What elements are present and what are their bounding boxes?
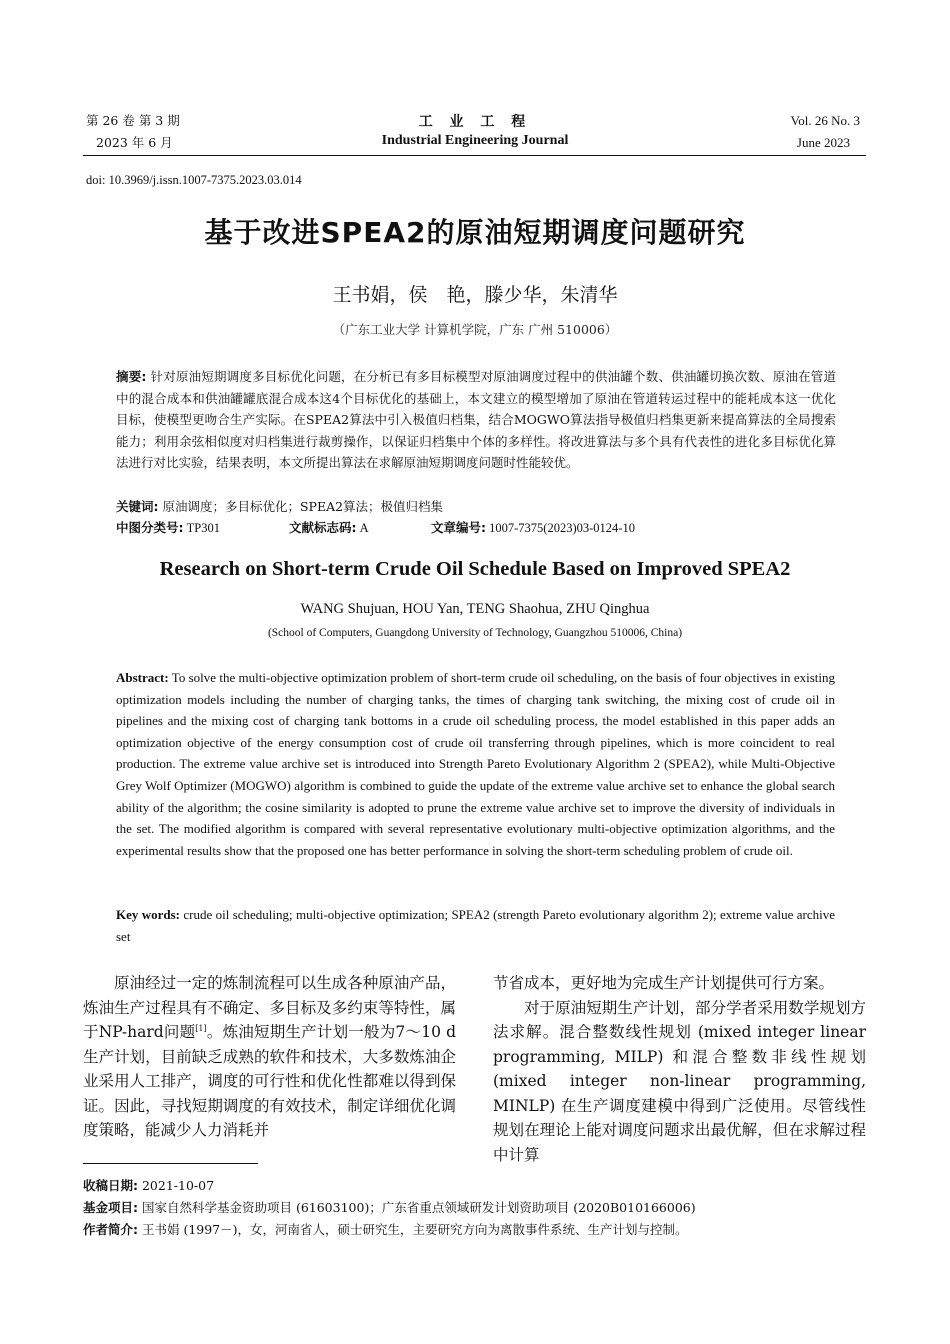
- article-number-label: 文章编号:: [431, 520, 486, 535]
- body-paragraph: 对于原油短期生产计划，部分学者采用数学规划方法求解。混合整数线性规划 (mixed integer linear programming, MILP) 和混合整数非线性规划 (mixed integer non-linear programming, MINLP) 在生产调度建模中得到广泛使用。尽管线性规划在理论上能对调度问题求出最优解，但在求解过程中计算: [493, 998, 866, 1164]
- doi: doi: 10.3969/j.issn.1007-7375.2023.03.014: [86, 173, 302, 187]
- clc-value: TP301: [183, 521, 220, 535]
- abstract-en-label: Abstract:: [116, 670, 169, 685]
- classification-line: [116, 518, 836, 538]
- abstract-cn-label: 摘要:: [116, 369, 147, 384]
- body-column-left: [83, 971, 456, 1143]
- article-number-value: 1007-7375(2023)03-0124-10: [486, 521, 635, 535]
- fund-value: 国家自然科学基金资助项目 (61603100)；广东省重点领域研发计划资助项目 (2020B010166006): [138, 1200, 696, 1215]
- keywords-cn: [116, 497, 836, 517]
- doc-code-value: A: [356, 521, 369, 535]
- received-label: 收稿日期:: [83, 1178, 138, 1193]
- abstract-en-text: To solve the multi-objective optimization problem of short-term crude oil scheduling, on the basis of four objectives in existing optimization models including the number of charging tanks, the times of charging tank switching, the mixing cost of crude oil in pipelines and the mixing cost of charging tank bottoms in a crude oil scheduling process, the model established in this paper adds an optimization objective of the energy consumption cost of crude oil transferring through pipelines, which is more coincident to real production. The extreme value archive set is introduced into Strength Pareto Evolutionary Algorithm 2 (SPEA2), while Multi-Objective Grey Wolf Optimizer (MOGWO) algorithm is combined to guide the update of the extreme value archive set to enhance the global search ability of the algorithm; the cosine similarity is adopted to prune the extreme value archive set to improve the diversity of individuals in the set. The modified algorithm is compared with several representative evolutionary multi-objective optimization algorithms, and the experimental results show that the proposed one has better performance in solving the short-term scheduling problem of crude oil.: [116, 670, 835, 858]
- abstract-en: [116, 667, 835, 861]
- article-number-field: [431, 518, 635, 538]
- paper-title-en: Research on Short-term Crude Oil Schedule Based on Improved SPEA2: [159, 558, 791, 580]
- clc-label: 中图分类号:: [116, 520, 184, 535]
- body-text: 。炼油短期生产计划一般为7～10 d生产计划，目前缺乏成熟的软件和技术，大多数炼油企业采用人工排产，调度的可行性和优化性都难以得到保证。因此，寻找短期调度的有效技术，制定详细优化调度策略，能减少人力消耗并: [83, 1023, 457, 1139]
- clc-field: [116, 521, 220, 535]
- journal-name-cn: 工 业 工 程: [418, 114, 532, 130]
- author-bio-label: 作者简介:: [83, 1222, 138, 1237]
- abstract-cn: [116, 366, 836, 474]
- citation-ref[interactable]: [1]: [195, 1023, 207, 1033]
- author-bio-value: 王书娟 (1997－)，女，河南省人，硕士研究生，主要研究方向为离散事件系统、生产计划与控制。: [138, 1222, 688, 1237]
- keywords-cn-label: 关键词:: [116, 499, 159, 514]
- fund-label: 基金项目:: [83, 1200, 138, 1215]
- keywords-cn-text: 原油调度；多目标优化；SPEA2算法；极值归档集: [158, 499, 444, 514]
- header-date-cn: 2023 年 6 月: [96, 135, 173, 150]
- footnote-author: [83, 1222, 873, 1238]
- header-rule: [83, 155, 866, 156]
- received-value: 2021-10-07: [138, 1178, 215, 1193]
- affiliation-cn: （广东工业大学 计算机学院，广东 广州 510006）: [332, 322, 618, 337]
- doc-code-label: 文献标志码:: [289, 520, 357, 535]
- footnote-rule: [83, 1163, 258, 1164]
- authors-en: WANG Shujuan, HOU Yan, TENG Shaohua, ZHU Qinghua: [300, 601, 650, 617]
- header-volume-issue: 第 26 卷 第 3 期: [86, 113, 180, 128]
- journal-name-en: Industrial Engineering Journal: [381, 133, 569, 148]
- body-column-right: [493, 971, 866, 1167]
- abstract-cn-text: 针对原油短期调度多目标优化问题，在分析已有多目标模型对原油调度过程中的供油罐个数、供油罐切换次数、原油在管道中的混合成本和供油罐罐底混合成本这4个目标优化的基础上，本文建立的模型增加了原油在管道转运过程中的能耗成本这一优化目标，使模型更吻合生产实际。在SPEA2算法中引入极值归档集，结合MOGWO算法指导极值归档集更新来提高算法的全局搜索能力；利用余弦相似度对归档集进行裁剪操作，以保证归档集中个体的多样性。将改进算法与多个具有代表性的进化多目标优化算法进行对比实验，结果表明，本文所提出算法在求解原油短期调度问题时性能较优。: [116, 369, 837, 470]
- doc-code-field: [289, 518, 369, 538]
- header-volume-en: Vol. 26 No. 3: [790, 113, 860, 128]
- footnote-received: [83, 1178, 873, 1194]
- paper-title-cn: 基于改进SPEA2的原油短期调度问题研究: [204, 216, 746, 249]
- authors-cn: 王书娟，侯 艳，滕少华，朱清华: [332, 284, 618, 306]
- keywords-en: [116, 904, 835, 947]
- affiliation-en: (School of Computers, Guangdong University of Technology, Guangzhou 510006, China): [267, 627, 683, 639]
- body-paragraph: 节省成本，更好地为完成生产计划提供可行方案。: [493, 974, 835, 992]
- keywords-en-label: Key words:: [116, 907, 181, 922]
- keywords-en-text: crude oil scheduling; multi-objective optimization; SPEA2 (strength Pareto evolutionary algorithm 2); extreme value archive set: [116, 907, 835, 944]
- body-paragraph: [83, 971, 456, 1143]
- header-date-en: June 2023: [796, 135, 850, 150]
- footnote-fund: [83, 1200, 873, 1216]
- body-text: 原油经过一定的炼制流程可以生成各种原油产品，炼油生产过程具有不确定、多目标及多约束等特性，属于NP-hard问题: [83, 974, 456, 1041]
